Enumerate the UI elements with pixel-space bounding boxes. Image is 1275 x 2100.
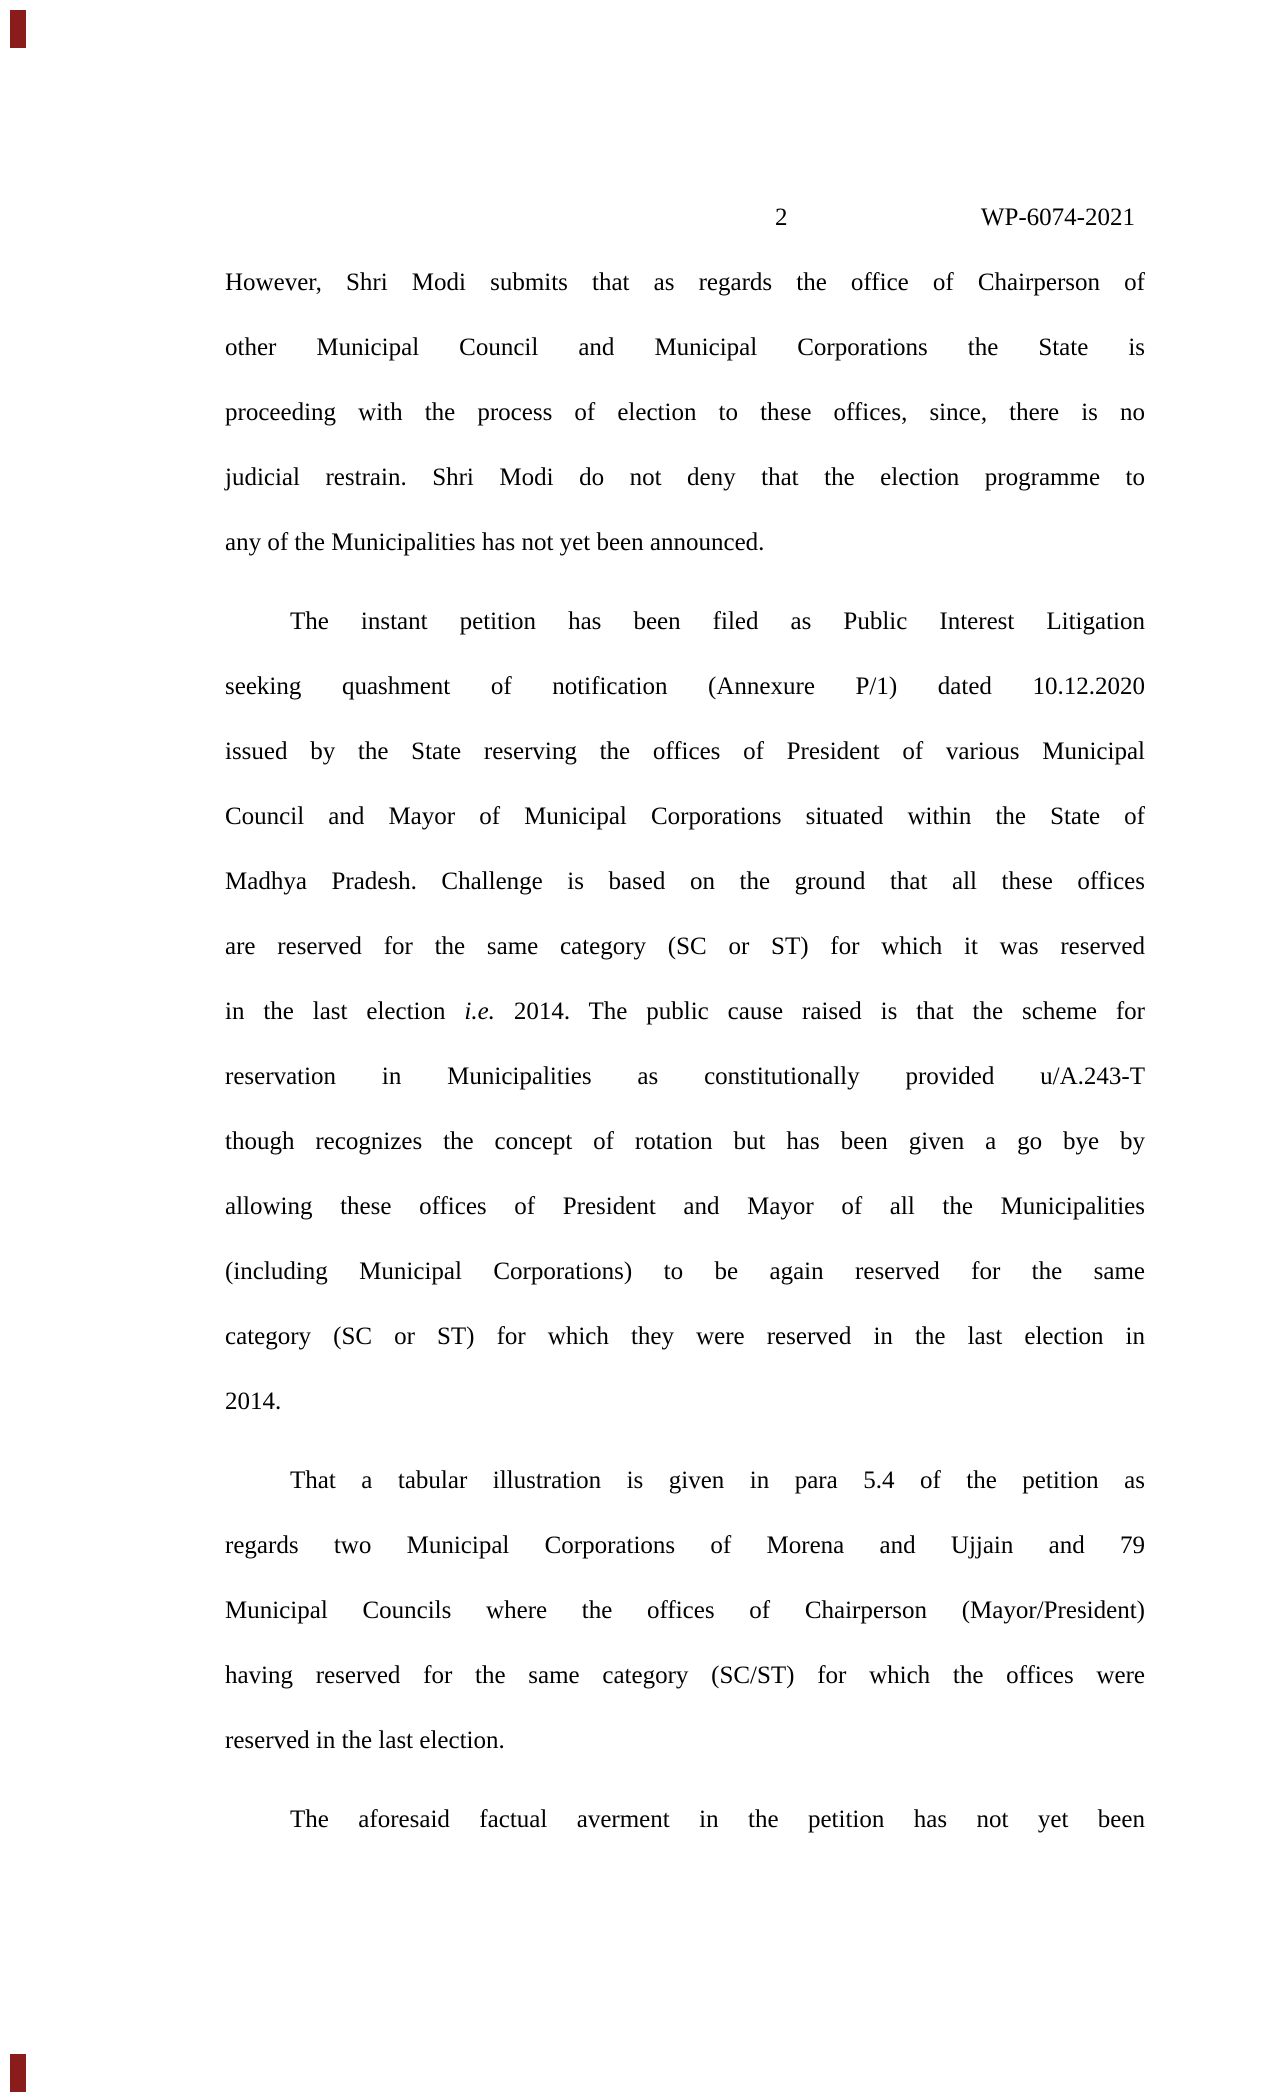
page-number: 2 [775, 204, 788, 231]
page [225, 185, 1145, 1852]
text-line: 2014. [225, 1388, 282, 1415]
text-line: Municipal Councils where the offices of Chairperson (Mayor/President) [225, 1597, 1145, 1624]
text-line: However, Shri Modi submits that as regards the office of Chairperson of [225, 269, 1145, 296]
text-line: regards two Municipal Corporations of Morena and Ujjain and 79 [225, 1532, 1145, 1559]
text-line: proceeding with the process of election to these offices, since, there is no [225, 399, 1145, 426]
text-line: allowing these offices of President and Mayor of all the Municipalities [225, 1193, 1145, 1220]
document-body [225, 250, 1145, 1852]
paragraph-4 [225, 1787, 1145, 1852]
text-line: other Municipal Council and Municipal Corporations the State is [225, 334, 1145, 361]
text-line: having reserved for the same category (SC/ST) for which the offices were [225, 1662, 1145, 1689]
text-line: Council and Mayor of Municipal Corporations situated within the State of [225, 803, 1145, 830]
text-line: reserved in the last election. [225, 1727, 505, 1754]
text-line: Madhya Pradesh. Challenge is based on the ground that all these offices [225, 868, 1145, 895]
paragraph-2 [225, 589, 1145, 1434]
text-line: The instant petition has been filed as Public Interest Litigation [290, 608, 1145, 635]
text-line: reservation in Municipalities as constitutionally provided u/A.243-T [225, 1063, 1145, 1090]
page-header [225, 185, 1145, 250]
text-line: are reserved for the same category (SC or ST) for which it was reserved [225, 933, 1145, 960]
text-line: (including Municipal Corporations) to be again reserved for the same [225, 1258, 1145, 1285]
text-line: issued by the State reserving the offices of President of various Municipal [225, 738, 1145, 765]
text-line: That a tabular illustration is given in para 5.4 of the petition as [290, 1467, 1145, 1494]
text-line: judicial restrain. Shri Modi do not deny that the election programme to [225, 464, 1145, 491]
text-line: though recognizes the concept of rotation but has been given a go bye by [225, 1128, 1145, 1155]
text-line: The aforesaid factual averment in the petition has not yet been [290, 1806, 1145, 1833]
paragraph-3 [225, 1448, 1145, 1773]
red-stamp-mark-bottom [10, 2054, 26, 2092]
case-number: WP-6074-2021 [980, 204, 1135, 231]
red-stamp-mark-top [10, 10, 26, 48]
text-line: category (SC or ST) for which they were reserved in the last election in [225, 1323, 1145, 1350]
text-line: in the last election i.e. 2014. The public cause raised is that the scheme for [225, 998, 1145, 1025]
paragraph-1 [225, 250, 1145, 575]
text-line: seeking quashment of notification (Annexure P/1) dated 10.12.2020 [225, 673, 1145, 700]
text-line: any of the Municipalities has not yet been announced. [225, 529, 765, 556]
